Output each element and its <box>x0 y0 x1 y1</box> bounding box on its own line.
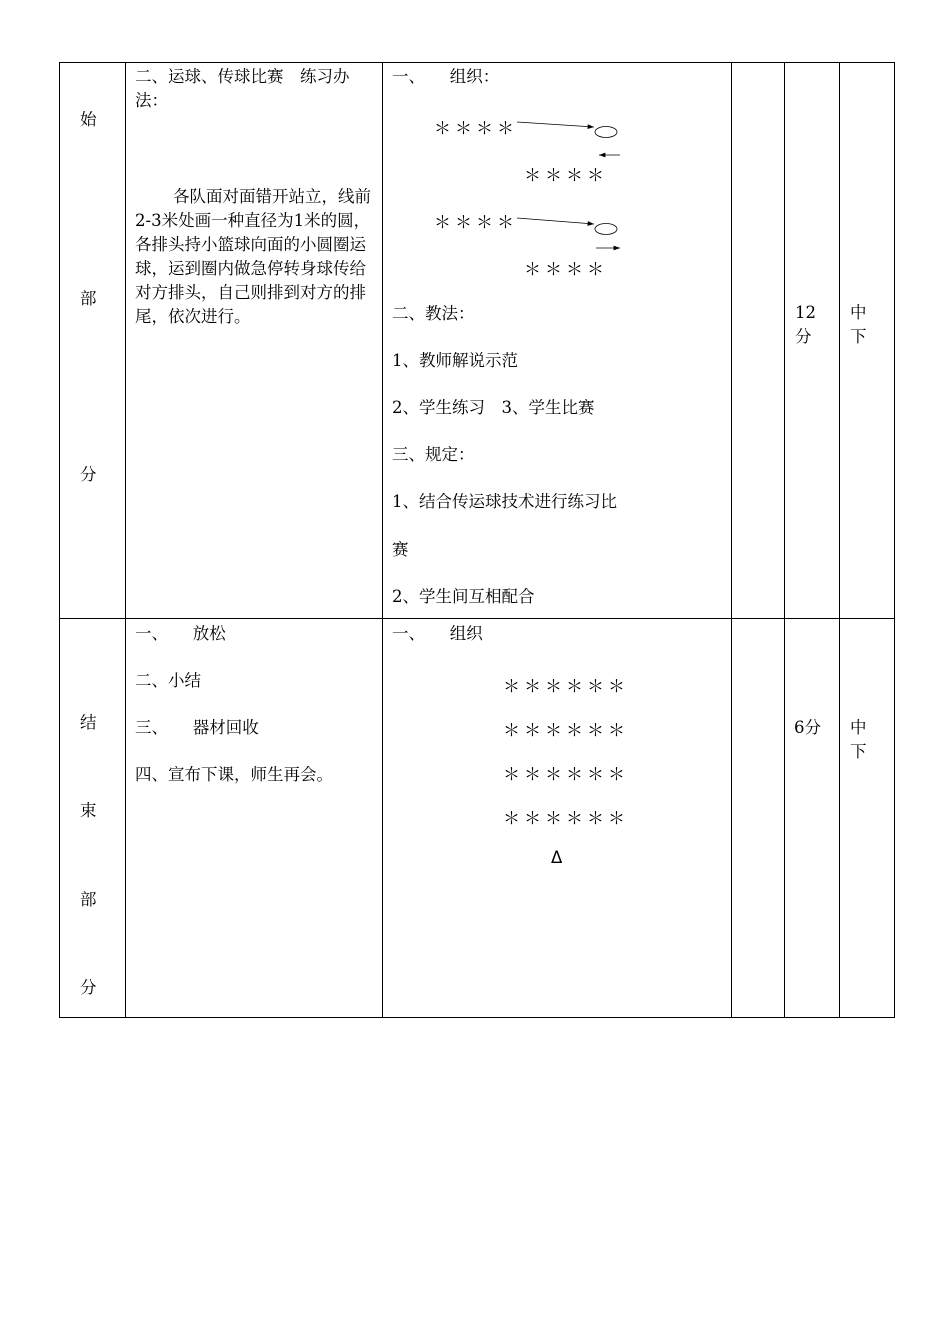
dribble-arrow <box>517 218 594 224</box>
teacher-symbol: Δ <box>551 848 563 867</box>
section-label-char: 分 <box>80 978 97 997</box>
dribble-arrow <box>517 122 594 127</box>
method-line: 二、教法： <box>392 304 475 323</box>
organization-heading: 一、 组织： <box>392 67 500 86</box>
section-label-char: 始 <box>80 110 97 129</box>
method-line: 2、学生间互相配合 <box>392 587 535 606</box>
content-line: 三、 器材回收 <box>135 718 259 737</box>
method-line: 1、教师解说示范 <box>392 351 518 370</box>
method-line: 三、规定： <box>392 445 475 464</box>
section-label-char: 结 <box>80 713 97 732</box>
content-body: 各队面对面错开站立，线前2-3米处画一种直径为1米的圆，各排头持小篮球向面的小圆圈运球，运到圈内做急停转身球传给对方排头，自己则排到对方的排尾，依次进行。 <box>135 187 371 326</box>
method-line: 1、结合传运球技术进行练习比 <box>392 492 617 511</box>
formation-row: ＊＊＊＊ <box>524 260 608 280</box>
time-value: 12分 <box>795 303 816 346</box>
section-label-char: 部 <box>80 289 97 308</box>
formation-row: ＊＊＊＊＊＊ <box>503 677 629 697</box>
content-line: 二、小结 <box>135 671 201 690</box>
formation-row: ＊＊＊＊ <box>524 166 608 186</box>
section-label-char: 束 <box>80 801 97 820</box>
organization-heading: 一、 组织 <box>392 624 483 643</box>
target-circle <box>595 127 617 138</box>
formation-row: ＊＊＊＊＊＊ <box>503 721 629 741</box>
target-circle <box>595 224 617 235</box>
formation-row: ＊＊＊＊＊＊ <box>503 765 629 785</box>
content-line: 一、 放松 <box>135 624 226 643</box>
table-border-bottom <box>59 1017 895 1018</box>
method-line: 赛 <box>392 540 409 559</box>
content-title: 二、运球、传球比赛 练习办法： <box>135 67 350 110</box>
method-line: 2、学生练习 3、学生比赛 <box>392 398 595 417</box>
intensity-value: 中下 <box>850 303 867 346</box>
formation-row: ＊＊＊＊ <box>434 119 518 139</box>
intensity-value: 中下 <box>850 718 867 761</box>
formation-row: ＊＊＊＊ <box>434 213 518 233</box>
time-value: 6分 <box>794 718 821 737</box>
content-line: 四、宣布下课，师生再会。 <box>135 765 333 784</box>
section-label-char: 部 <box>80 890 97 909</box>
formation-row: ＊＊＊＊＊＊ <box>503 809 629 829</box>
section-label-char: 分 <box>80 465 97 484</box>
